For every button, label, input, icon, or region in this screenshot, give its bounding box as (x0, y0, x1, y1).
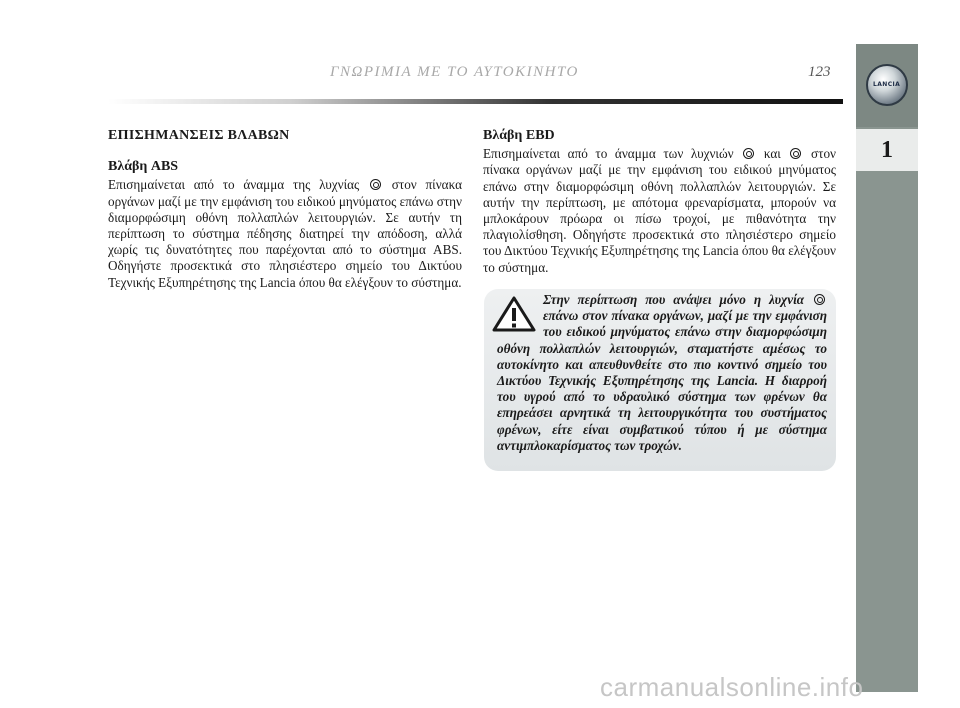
abs-heading: Βλάβη ABS (108, 159, 179, 175)
ebd-heading: Βλάβη EBD (483, 128, 555, 143)
header-rule (108, 99, 843, 104)
page-number: 123 (808, 64, 831, 80)
running-header-title: ΓΝΩΡΙΜΙΑ ΜΕ ΤΟ ΑΥΤΟΚΙΝΗΤΟ (330, 64, 579, 80)
ebd-text-1: Επισημαίνεται από το άναμμα των λυχνιών (483, 146, 734, 162)
ebd-text-3: στον πίνακα οργάνων μαζί με την εμφάνιση του ειδικού μηνύματος επάνω στην διαμορφώσιμη οθόνη πολλαπλών λειτουργιών. Σε αυτήν την περίπτωση, με απότομα φρεναρίσματα, μπορούν να μπλοκάρουν πρόωρα οι πίσω τροχοί, με πιθανότητα την πλαγιολίσθηση. Οδηγήστε προσεκτικά στο πλησιέστερο σημείο του Δικτύου Τεχνικής Εξυπηρέτησης της Lancia όπου θα ελέγξουν το σύστημα. (483, 146, 837, 275)
abs-text-1: Επισημαίνεται από το άναμμα της λυχνίας (108, 177, 360, 193)
brake-warning-lamp-icon (814, 294, 825, 305)
warning-text-1: Στην περίπτωση που ανάψει μόνο η λυχνία (543, 292, 805, 307)
abs-warning-lamp-icon (743, 148, 754, 159)
right-column (483, 128, 836, 276)
warning-text-2: επάνω στον πίνακα οργάνων, μαζί με την εμφάνιση του ειδικού μηνύματος επάνω στην διαμορφώσιμη οθόνη πολλαπλών λειτουργιών, σταματήστε αμέσως το αυτοκίνητο και απευθυνθείτε στο πιο κοντινό σημείο του Δικτύου Τεχνικής Εξυπηρέτησης της Lancia. Η διαρροή του υγρού από το υδραυλικό σύστημα των φρένων θα επηρεάσει αρνητικά τη λειτουργικότητα του συστήματος φρένων, είτε είναι συμβατικού τύπου ή με σύστημα αντιμπλοκαρίσματος των τροχών. (497, 308, 827, 453)
ebd-paragraph (483, 146, 836, 276)
left-column (108, 128, 462, 291)
logo-text: LANCIA (873, 81, 901, 88)
lancia-logo-icon (866, 64, 908, 106)
abs-warning-lamp-icon (370, 179, 381, 190)
watermark: carmanualsonline.info (600, 672, 864, 702)
chapter-number[interactable]: 1 (881, 137, 893, 163)
ebd-text-2: και (763, 146, 781, 162)
warning-text (497, 292, 827, 454)
section-heading: ΕΠΙΣΗΜΑΝΣΕΙΣ ΒΛΑΒΩΝ (108, 128, 290, 143)
brake-warning-lamp-icon (790, 148, 801, 159)
abs-paragraph (108, 177, 462, 290)
abs-text-2: στον πίνακα οργάνων μαζί με την εμφάνιση του ειδικού μηνύματος επάνω στην διαμορφώσιμη οθόνη πολλαπλών λειτουργιών. Σε αυτήν τη περίπτωση το σύστημα πέδησης διατηρεί την απόδοση, αλλά χωρίς τις δυνατότητες που παρέχονται από το σύστημα ABS. Οδηγήστε προσεκτικά στο πλησιέστερο σημείο του Δικτύου Τεχνικής Εξυπηρέτησης της Lancia όπου θα ελέγξουν το σύστημα. (108, 177, 463, 290)
